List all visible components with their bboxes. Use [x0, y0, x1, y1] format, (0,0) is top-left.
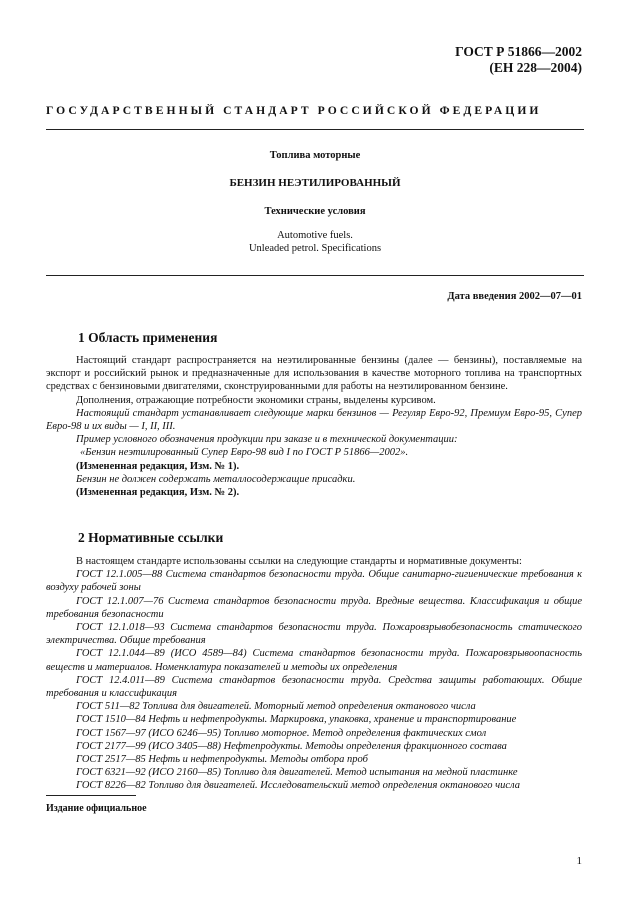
header-divider	[46, 129, 584, 130]
document-number: ГОСТ Р 51866—2002	[455, 44, 582, 59]
reference-item: ГОСТ 1510—84 Нефть и нефтепродукты. Маркировка, упаковка, хранение и транспортирование	[76, 714, 517, 726]
paragraph: Бензин не должен содержать металлосодержащие присадки.	[76, 473, 356, 485]
intro-date: Дата введения 2002—07—01	[447, 291, 582, 302]
paragraph: «Бензин неэтилированный Супер Евро-98 вид I по ГОСТ Р 51866—2002».	[80, 447, 409, 459]
english-title	[46, 229, 584, 255]
state-standard-title: ГОСУДАРСТВЕННЫЙ СТАНДАРТ РОССИЙСКОЙ ФЕДЕРАЦИИ	[46, 104, 542, 117]
amendment-note: (Измененная редакция, Изм. № 1).	[76, 460, 240, 472]
spec-line: Технические условия	[264, 206, 366, 217]
document-number-en: (ЕН 228—2004)	[489, 60, 582, 75]
paragraph: Пример условного обозначения продукции при заказе и в технической документации:	[76, 434, 458, 446]
reference-item: ГОСТ 1567—97 (ИСО 6246—95) Топливо моторное. Метод определения фактических смол	[76, 727, 487, 739]
english-title-line: Unleaded petrol. Specifications	[248, 243, 382, 254]
reference-item: ГОСТ 8226—82 Топливо для двигателей. Исследовательский метод определения октанового числа	[76, 780, 521, 792]
document-title: БЕНЗИН НЕЭТИЛИРОВАННЫЙ	[229, 177, 401, 189]
reference-item: ГОСТ 2177—99 (ИСО 3405—88) Нефтепродукты. Методы определения фракционного состава	[76, 740, 507, 752]
section-heading: 2 Нормативные ссылки	[78, 530, 224, 545]
document-number-block	[455, 44, 582, 76]
reference-item: ГОСТ 12.1.005—88 Система стандартов безопасности труда. Общие санитарно-гигиенические требования к воздуху рабочей зоны	[46, 569, 582, 594]
section-heading: 1 Область применения	[78, 330, 218, 345]
reference-item: ГОСТ 511—82 Топлива для двигателей. Моторный метод определения октанового числа	[76, 701, 476, 713]
paragraph: Настоящий стандарт устанавливает следующие марки бензинов — Регуляр Евро-92, Премиум Евро-95, Супер Евро-98 и их виды — I, II, III.	[46, 407, 582, 433]
subject-line: Топлива моторные	[269, 150, 361, 161]
section-body	[46, 555, 582, 793]
paragraph: Настоящий стандарт распространяется на неэтилированные бензины (далее — бензины), поставляемые на экспорт и российский рынок и предназначенные для использования в качестве моторного топлива на транспортных средствах с бензиновыми двигателями, сконструированными для работы на неэтилированном бензине.	[46, 355, 582, 393]
reference-item: ГОСТ 2517—85 Нефть и нефтепродукты. Методы отбора проб	[76, 754, 368, 766]
reference-item: ГОСТ 6321—92 (ИСО 2160—85) Топливо для двигателей. Метод испытания на медной пластинке	[76, 767, 518, 779]
footer-divider	[46, 795, 136, 796]
title-divider	[46, 275, 584, 276]
paragraph: Дополнения, отражающие потребности экономики страны, выделены курсивом.	[76, 394, 436, 406]
page-number: 1	[576, 855, 582, 867]
reference-item: ГОСТ 12.1.007—76 Система стандартов безопасности труда. Вредные вещества. Классификация и общие требования безопасности	[46, 595, 582, 620]
official-edition-note: Издание официальное	[46, 803, 147, 814]
section-body	[46, 354, 582, 499]
reference-item: ГОСТ 12.4.011—89 Система стандартов безопасности труда. Средства защиты работающих. Общие требования и классификация	[46, 674, 582, 700]
paragraph: В настоящем стандарте использованы ссылки на следующие стандарты и нормативные документы:	[76, 556, 522, 567]
reference-item: ГОСТ 12.1.018—93 Система стандартов безопасности труда. Пожаровзрывобезопасность статического электричества. Общие требования	[46, 622, 582, 647]
english-title-line: Automotive fuels.	[277, 230, 353, 241]
reference-item: ГОСТ 12.1.044—89 (ИСО 4589—84) Система стандартов безопасности труда. Пожаровзрывоопасность веществ и материалов. Номенклатура показателей и методы их определения	[46, 648, 582, 673]
amendment-note: (Измененная редакция, Изм. № 2).	[76, 487, 240, 499]
